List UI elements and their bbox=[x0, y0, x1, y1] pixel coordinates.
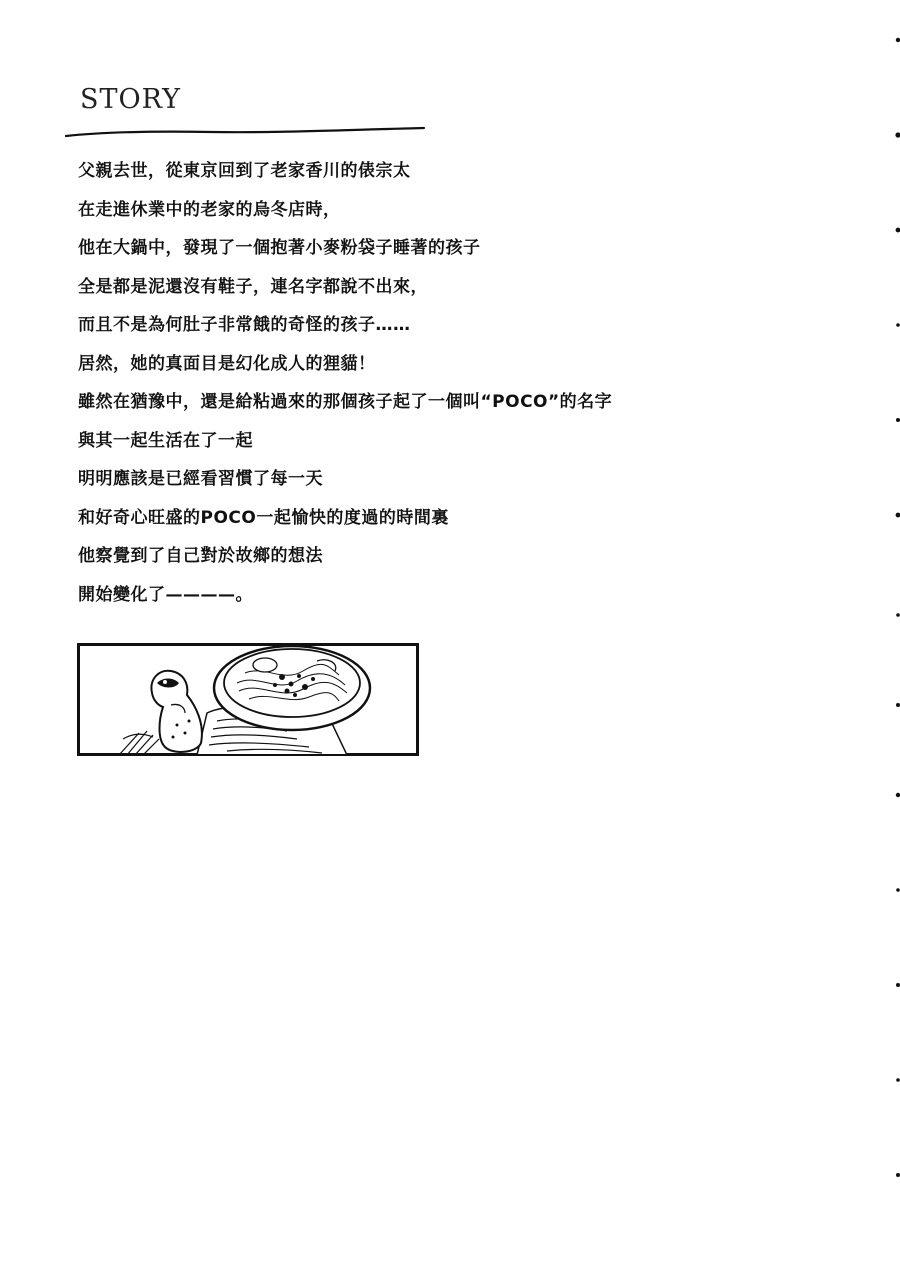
story-line: 他察覺到了自己對於故鄉的想法 bbox=[78, 546, 323, 566]
udon-bowl-and-tanuki-illustration bbox=[77, 643, 419, 756]
story-line: 他在大鍋中，發現了一個抱著小麥粉袋子睡著的孩子 bbox=[78, 238, 481, 258]
story-line: 雖然在猶豫中，還是給粘過來的那個孩子起了一個叫“POCO”的名字 bbox=[78, 392, 613, 412]
story-line: 而且不是為何肚子非常餓的奇怪的孩子…… bbox=[78, 315, 411, 335]
story-text bbox=[78, 158, 778, 620]
heading-underline bbox=[62, 122, 432, 142]
story-line: 在走進休業中的老家的烏冬店時， bbox=[78, 199, 341, 220]
story-line: 和好奇心旺盛的POCO一起愉快的度過的時間裏 bbox=[78, 507, 449, 528]
page-edge-marks bbox=[888, 0, 900, 1269]
story-line: 全是都是泥還沒有鞋子，連名字都說不出來， bbox=[78, 276, 428, 297]
story-line: 開始變化了————。 bbox=[78, 584, 253, 605]
story-line: 與其一起生活在了一起 bbox=[78, 430, 253, 451]
story-line: 父親去世，從東京回到了老家香川的俵宗太 bbox=[78, 161, 411, 181]
story-line: 居然，她的真面目是幻化成人的狸貓！ bbox=[78, 353, 376, 374]
story-line: 明明應該是已經看習慣了每一天 bbox=[78, 469, 323, 489]
story-heading: STORY bbox=[80, 84, 181, 115]
